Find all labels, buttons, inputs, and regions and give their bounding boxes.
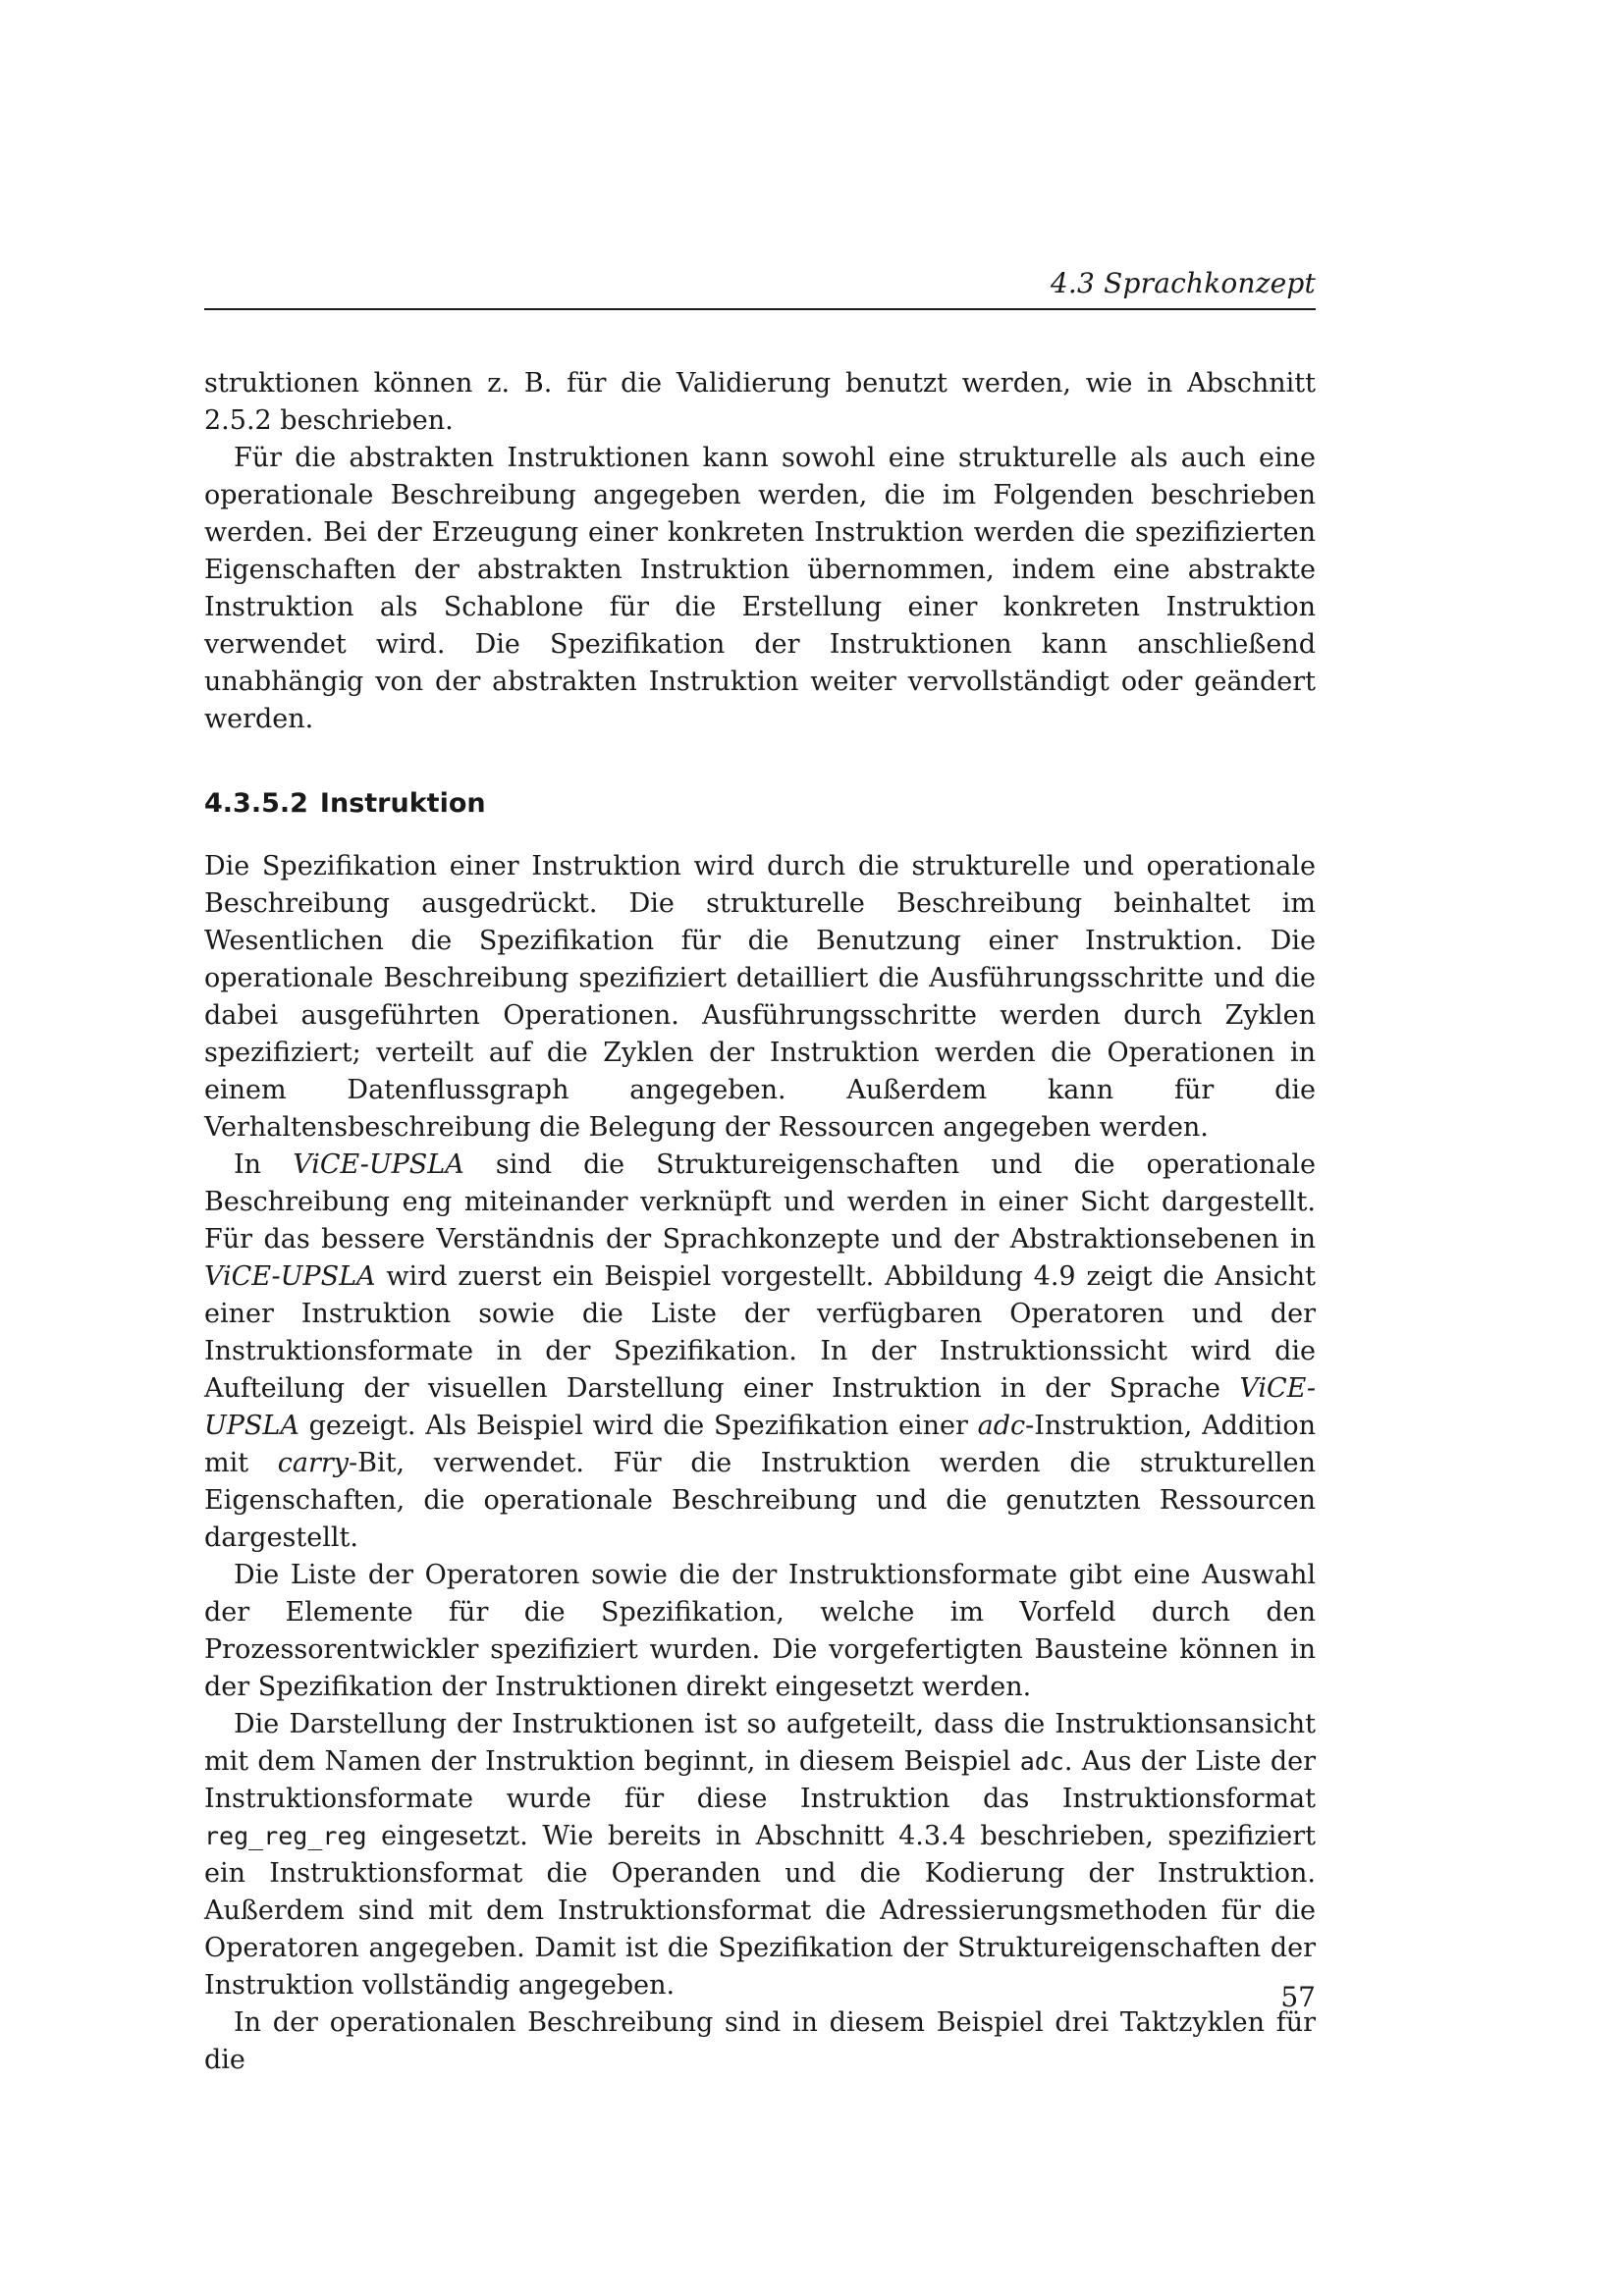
section-number: 4.3.5.2	[204, 788, 308, 819]
paragraph-4	[204, 1147, 1316, 1557]
section-title: Instruktion	[319, 788, 486, 819]
document-page	[204, 0, 1316, 2296]
paragraph-7: In der operationalen Beschreibung sind in diesem Beispiel drei Taktzyklen für die	[204, 2007, 1316, 2075]
text-run: . Aus der Liste der Instruktionsformate wurde für diese Instruktion das Instruktionsformat	[204, 1746, 1316, 1814]
language-name: ViCE-UPSLA	[204, 1373, 1316, 1441]
text-run: wird zuerst ein Beispiel vorgestellt. Abbildung 4.9 zeigt die Ansicht einer Instruktion sowie die Liste der verfügbaren Operatoren und der Instruktionsformate in der Spezifikation. In der Instruktionssicht wird die Aufteilung der visuellen Darstellung einer Instruktion in der Sprache	[204, 1261, 1316, 1404]
text-run: -Bit, verwendet. Für die Instruktion werden die strukturellen Eigenschaften, die operationale Beschreibung und die genutzten Ressourcen dargestellt.	[204, 1448, 1316, 1553]
text-run: sind die Struktureigenschaften und die operationale Beschreibung eng miteinander verknüpft und werden in einer Sicht dargestellt. Für das bessere Verständnis der Sprachkonzepte und der Abstraktionsebenen in	[204, 1149, 1317, 1255]
paragraph-5: Die Liste der Operatoren sowie die der Instruktionsformate gibt eine Auswahl der Elemente für die Spezifikation, welche im Vorfeld durch den Prozessorentwickler spezifiziert wurden. Die vorgefertigten Bausteine können in der Spezifikation der Instruktionen direkt eingesetzt werden.	[204, 1560, 1316, 1702]
text-run: Die Darstellung der Instruktionen ist so aufgeteilt, dass die Instruktionsansicht mit dem Namen der Instruktion beginnt, in diesem Beispiel	[204, 1709, 1316, 1777]
running-header: 4.3 Sprachkonzept	[1050, 267, 1316, 299]
text-run: In	[234, 1149, 294, 1180]
section-heading	[204, 785, 1316, 823]
page-number: 57	[1280, 1981, 1316, 2013]
paragraph-3: Die Spezifikation einer Instruktion wird durch die strukturelle und operationale Beschreibung ausgedrückt. Die strukturelle Beschreibung beinhaltet im Wesentlichen die Spezifikation für die Benutzung einer Instruktion. Die operationale Beschreibung spezifiziert detailliert die Ausführungsschritte und die dabei ausgeführten Operationen. Ausführungsschritte werden durch Zyklen spezifiziert; verteilt auf die Zyklen der Instruktion werden die Operationen in einem Datenflussgraph angegeben. Außerdem kann für die Verhaltensbeschreibung die Belegung der Ressourcen angegeben werden.	[204, 851, 1316, 1143]
paragraph-2: Für die abstrakten Instruktionen kann sowohl eine strukturelle als auch eine operationale Beschreibung angegeben werden, die im Folgenden beschrieben werden. Bei der Erzeugung einer konkreten Instruktion werden die spezifizierten Eigenschaften der abstrakten Instruktion übernommen, indem eine abstrakte Instruktion als Schablone für die Erstellung einer konkreten Instruktion verwendet wird. Die Spezifikation der Instruktionen kann anschließend unabhängig von der abstrakten Instruktion weiter vervollständigt oder geändert werden.	[204, 443, 1316, 734]
header-rule	[204, 308, 1316, 310]
paragraph-6	[204, 1706, 1316, 2004]
text-run: -Instruktion, Addition mit	[204, 1411, 1316, 1478]
code-format: reg_reg_reg	[204, 1822, 367, 1850]
text-run: eingesetzt. Wie bereits in Abschnitt 4.3.4 beschrieben, spezifiziert ein Instruktionsformat die Operanden und die Kodierung der Instruktion. Außerdem sind mit dem Instruktionsformat die Adressierungsmethoden für die Operatoren angegeben. Damit ist die Spezifikation der Struktureigenschaften der Instruktion vollständig angegeben.	[204, 1821, 1316, 2001]
language-name: ViCE-UPSLA	[293, 1149, 464, 1180]
code-instruction: adc	[1019, 1747, 1064, 1776]
language-name: ViCE-UPSLA	[204, 1261, 376, 1292]
text-run: gezeigt. Als Beispiel wird die Spezifikation einer	[298, 1411, 978, 1441]
paragraph-1: struktionen können z. B. für die Validierung benutzt werden, wie in Abschnitt 2.5.2 beschrieben.	[204, 368, 1316, 436]
emphasis-term: carry	[277, 1448, 350, 1478]
body-text	[204, 365, 1316, 2079]
instruction-name: adc	[977, 1411, 1026, 1441]
